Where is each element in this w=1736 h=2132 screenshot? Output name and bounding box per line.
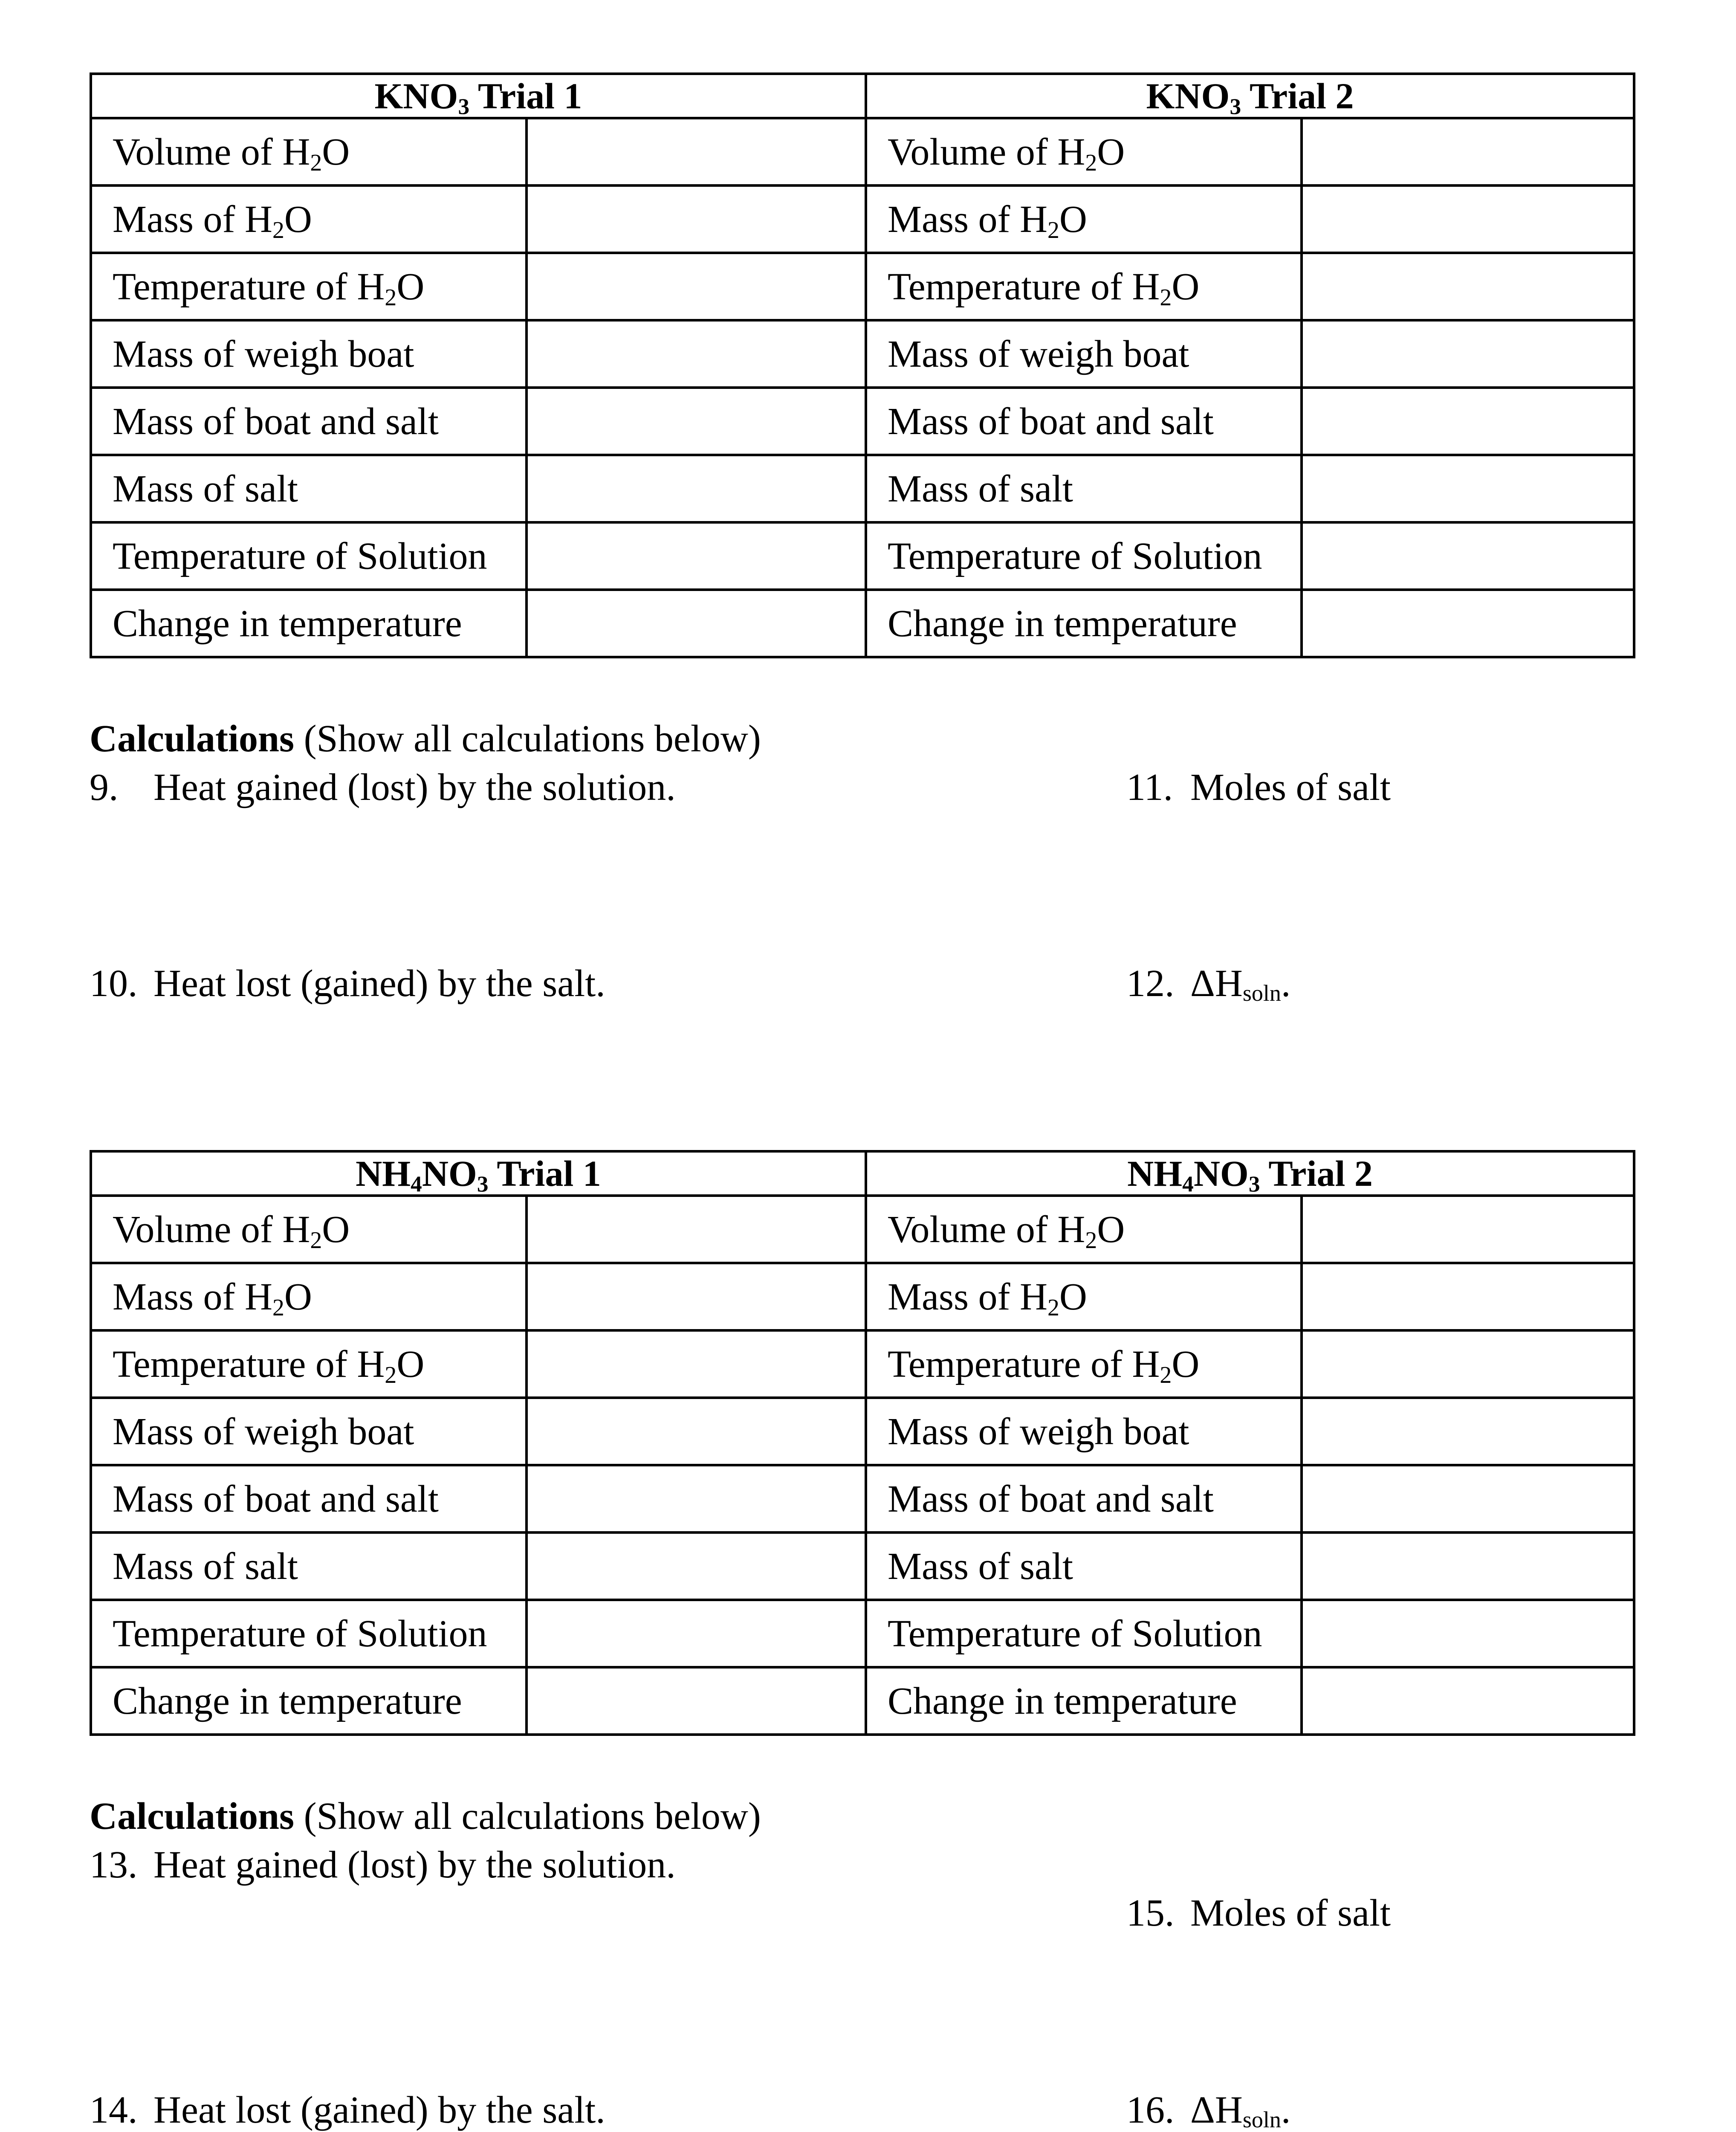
value-cell[interactable]: [527, 1600, 866, 1667]
value-cell[interactable]: [527, 185, 866, 253]
row-label: Mass of salt: [866, 1532, 1302, 1600]
row-label: Mass of boat and salt: [866, 1465, 1302, 1532]
value-cell[interactable]: [1302, 590, 1634, 657]
value-cell[interactable]: [1302, 522, 1634, 590]
value-cell[interactable]: [527, 1667, 866, 1735]
question-11: 11. Moles of salt: [1126, 766, 1391, 808]
value-cell[interactable]: [1302, 1263, 1634, 1330]
row-label: Mass of boat and salt: [866, 388, 1302, 455]
value-cell[interactable]: [1302, 253, 1634, 320]
table-row: [91, 1465, 1634, 1532]
calculations-heading: Calculations (Show all calculations below): [90, 718, 761, 760]
question-16: 16. $\Delta H_{soln}$.: [1126, 2089, 1291, 2132]
kno3-data-table: [90, 72, 1635, 658]
table-header-row: [91, 74, 1634, 118]
row-label: Temperature of $H_2O$: [866, 253, 1302, 320]
question-15: 15. Moles of salt: [1126, 1892, 1391, 1934]
value-cell[interactable]: [1302, 185, 1634, 253]
row-label: Temperature of $H_2O$: [866, 1330, 1302, 1398]
question-13: 13. Heat gained (lost) by the solution.: [90, 1844, 676, 1886]
table-header-row: [91, 1151, 1634, 1196]
value-cell[interactable]: [527, 1398, 866, 1465]
value-cell[interactable]: [527, 1465, 866, 1532]
table-row: [91, 1196, 1634, 1263]
value-cell[interactable]: [527, 455, 866, 522]
nh4no3-data-table: [90, 1150, 1635, 1736]
row-label: Temperature of $H_2O$: [91, 1330, 527, 1398]
value-cell[interactable]: [1302, 1600, 1634, 1667]
row-label: Temperature of Solution: [91, 522, 527, 590]
table-row: [91, 388, 1634, 455]
value-cell[interactable]: [1302, 1330, 1634, 1398]
table-row: [91, 1330, 1634, 1398]
value-cell[interactable]: [527, 1263, 866, 1330]
value-cell[interactable]: [1302, 1667, 1634, 1735]
row-label: Volume of $H_2O$: [91, 1196, 527, 1263]
table-row: [91, 1600, 1634, 1667]
table-row: [91, 1398, 1634, 1465]
row-label: Mass of salt: [866, 455, 1302, 522]
table-row: [91, 522, 1634, 590]
value-cell[interactable]: [527, 388, 866, 455]
row-label: Volume of $H_2O$: [91, 118, 527, 185]
table-row: [91, 253, 1634, 320]
value-cell[interactable]: [527, 1196, 866, 1263]
row-label: Mass of $H_2O$: [91, 1263, 527, 1330]
value-cell[interactable]: [1302, 1398, 1634, 1465]
value-cell[interactable]: [1302, 320, 1634, 388]
table-row: [91, 1532, 1634, 1600]
row-label: Mass of weigh boat: [91, 1398, 527, 1465]
row-label: Change in temperature: [91, 590, 527, 657]
calculations-heading: Calculations (Show all calculations below): [90, 1795, 761, 1837]
table-row: [91, 455, 1634, 522]
row-label: Mass of boat and salt: [91, 1465, 527, 1532]
table-row: [91, 320, 1634, 388]
nh4no3-trial-2-header: $NH_4NO_3$ Trial 2: [866, 1151, 1634, 1196]
value-cell[interactable]: [1302, 455, 1634, 522]
table-row: [91, 1667, 1634, 1735]
value-cell[interactable]: [1302, 1532, 1634, 1600]
row-label: Volume of $H_2O$: [866, 1196, 1302, 1263]
row-label: Mass of $H_2O$: [91, 185, 527, 253]
question-10: 10. Heat lost (gained) by the salt.: [90, 962, 605, 1005]
row-label: Temperature of Solution: [866, 522, 1302, 590]
row-label: Mass of $H_2O$: [866, 1263, 1302, 1330]
table-row: [91, 1263, 1634, 1330]
question-14: 14. Heat lost (gained) by the salt.: [90, 2089, 605, 2131]
row-label: Temperature of Solution: [91, 1600, 527, 1667]
value-cell[interactable]: [527, 522, 866, 590]
value-cell[interactable]: [527, 1330, 866, 1398]
question-9: 9. Heat gained (lost) by the solution.: [90, 766, 676, 808]
value-cell[interactable]: [527, 590, 866, 657]
value-cell[interactable]: [527, 253, 866, 320]
row-label: Temperature of Solution: [866, 1600, 1302, 1667]
row-label: Mass of weigh boat: [91, 320, 527, 388]
row-label: Change in temperature: [91, 1667, 527, 1735]
value-cell[interactable]: [527, 320, 866, 388]
value-cell[interactable]: [527, 1532, 866, 1600]
row-label: Temperature of $H_2O$: [91, 253, 527, 320]
kno3-trial-2-header: $KNO_3$ Trial 2: [866, 74, 1634, 118]
table-row: [91, 590, 1634, 657]
row-label: Mass of salt: [91, 1532, 527, 1600]
value-cell[interactable]: [1302, 118, 1634, 185]
kno3-trial-1-header: $KNO_3$ Trial 1: [91, 74, 866, 118]
table-row: [91, 118, 1634, 185]
question-12: 12. $\Delta H_{soln}$.: [1126, 962, 1291, 1006]
value-cell[interactable]: [1302, 1196, 1634, 1263]
row-label: Volume of $H_2O$: [866, 118, 1302, 185]
row-label: Change in temperature: [866, 1667, 1302, 1735]
row-label: Change in temperature: [866, 590, 1302, 657]
row-label: Mass of weigh boat: [866, 320, 1302, 388]
row-label: Mass of salt: [91, 455, 527, 522]
table-row: [91, 185, 1634, 253]
value-cell[interactable]: [1302, 388, 1634, 455]
row-label: Mass of boat and salt: [91, 388, 527, 455]
row-label: Mass of $H_2O$: [866, 185, 1302, 253]
value-cell[interactable]: [1302, 1465, 1634, 1532]
value-cell[interactable]: [527, 118, 866, 185]
row-label: Mass of weigh boat: [866, 1398, 1302, 1465]
nh4no3-trial-1-header: $NH_4NO_3$ Trial 1: [91, 1151, 866, 1196]
